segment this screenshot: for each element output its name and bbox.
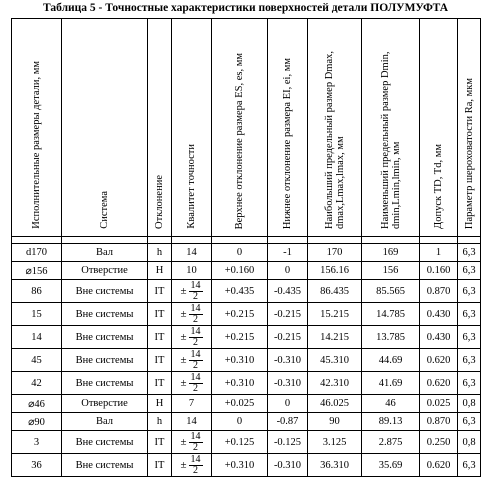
- cell-dev: IT: [148, 372, 172, 395]
- cell-size: ⌀90: [12, 413, 62, 431]
- plus-minus-sign: ±: [180, 354, 187, 366]
- cell-ei: -0.215: [268, 326, 308, 349]
- cell-max: 170: [308, 244, 362, 262]
- cell-es: +0.435: [212, 280, 268, 303]
- header-cell: Исполнительные размеры детали, мм: [12, 19, 62, 237]
- cell-max: 86.435: [308, 280, 362, 303]
- cell-size: 86: [12, 280, 62, 303]
- cell-size: 14: [12, 326, 62, 349]
- cell-max: 15.215: [308, 303, 362, 326]
- cell-system: Вал: [62, 244, 148, 262]
- table-row: [12, 262, 481, 280]
- plus-minus-sign: ±: [180, 436, 187, 448]
- cell-tol: 0.620: [420, 372, 458, 395]
- header-cell: Параметр шероховатости Ra, мкм: [458, 19, 481, 237]
- cell-grade: [172, 431, 212, 454]
- cell-ra: 6,3: [458, 413, 481, 431]
- cell-ei: -0.435: [268, 280, 308, 303]
- cell-system: Вал: [62, 413, 148, 431]
- table-row: [12, 454, 481, 477]
- tolerance-fraction: [180, 455, 202, 476]
- fraction-numerator: 14: [190, 279, 201, 291]
- cell-es: +0.310: [212, 372, 268, 395]
- tolerance-fraction: [180, 327, 202, 348]
- plus-minus-sign: ±: [180, 377, 187, 389]
- cell-grade: [172, 372, 212, 395]
- cell-grade: [172, 454, 212, 477]
- cell-ei: -0.215: [268, 303, 308, 326]
- cell-size: 36: [12, 454, 62, 477]
- cell-max: 36.310: [308, 454, 362, 477]
- cell-system: Отверстие: [62, 395, 148, 413]
- cell-ei: -0.310: [268, 454, 308, 477]
- header-row: [12, 19, 481, 237]
- header-cell: Отклонение: [148, 19, 172, 237]
- cell-ei: -0.87: [268, 413, 308, 431]
- table-title: Таблица 5 - Точностные характеристики поверхностей детали ПОЛУМУФТА: [42, 2, 449, 14]
- fraction-denominator: 2: [193, 336, 199, 348]
- header-cell: Допуск TD, Td, мм: [420, 19, 458, 237]
- cell-grade: [172, 349, 212, 372]
- cell-system: Вне системы: [62, 303, 148, 326]
- cell-system: Вне системы: [62, 349, 148, 372]
- plus-minus-sign: ±: [180, 459, 187, 471]
- cell-grade: [172, 303, 212, 326]
- spacer-cell: [362, 237, 420, 244]
- header-cell: Нижнее отклонение размера EI, ei, мм: [268, 19, 308, 237]
- spacer-cell: [458, 237, 481, 244]
- cell-tol: 0.025: [420, 395, 458, 413]
- cell-max: 90: [308, 413, 362, 431]
- spacer-cell: [420, 237, 458, 244]
- cell-ra: 6,3: [458, 372, 481, 395]
- header-cell: Верхнее отклонение размера ES, es, мм: [212, 19, 268, 237]
- cell-min: 35.69: [362, 454, 420, 477]
- cell-ei: 0: [268, 395, 308, 413]
- table-row: [12, 303, 481, 326]
- cell-system: Вне системы: [62, 326, 148, 349]
- cell-es: +0.310: [212, 454, 268, 477]
- cell-tol: 0.870: [420, 413, 458, 431]
- cell-max: 156.16: [308, 262, 362, 280]
- spacer-cell: [308, 237, 362, 244]
- cell-ra: 6,3: [458, 326, 481, 349]
- cell-dev: IT: [148, 431, 172, 454]
- header-cell: Квалитет точности: [172, 19, 212, 237]
- cell-max: 14.215: [308, 326, 362, 349]
- cell-size: ⌀46: [12, 395, 62, 413]
- tolerance-fraction: [180, 304, 202, 325]
- cell-dev: IT: [148, 326, 172, 349]
- cell-min: 156: [362, 262, 420, 280]
- cell-min: 41.69: [362, 372, 420, 395]
- cell-size: 45: [12, 349, 62, 372]
- cell-tol: 0.250: [420, 431, 458, 454]
- plus-minus-sign: ±: [180, 285, 187, 297]
- cell-es: +0.310: [212, 349, 268, 372]
- cell-system: Отверстие: [62, 262, 148, 280]
- cell-min: 89.13: [362, 413, 420, 431]
- cell-min: 169: [362, 244, 420, 262]
- fraction-denominator: 2: [193, 290, 199, 302]
- cell-ei: -0.125: [268, 431, 308, 454]
- spacer-cell: [212, 237, 268, 244]
- fraction-denominator: 2: [193, 359, 199, 371]
- tolerance-fraction: [180, 373, 202, 394]
- fraction-denominator: 2: [193, 382, 199, 394]
- cell-es: +0.215: [212, 326, 268, 349]
- cell-size: 3: [12, 431, 62, 454]
- header-cell: Наибольший предельный размер Dmax, dmax,Lmax,lmax, мм: [308, 19, 362, 237]
- cell-tol: 0.430: [420, 326, 458, 349]
- cell-dev: h: [148, 413, 172, 431]
- cell-size: d170: [12, 244, 62, 262]
- cell-ra: 6,3: [458, 303, 481, 326]
- table-row: [12, 431, 481, 454]
- cell-size: 15: [12, 303, 62, 326]
- spacer-cell: [148, 237, 172, 244]
- cell-min: 13.785: [362, 326, 420, 349]
- cell-es: +0.025: [212, 395, 268, 413]
- cell-grade: [172, 280, 212, 303]
- fraction-denominator: 2: [193, 464, 199, 476]
- header-cell: Наименьший предельный размер Dmin, dmin,Lmin,lmin, мм: [362, 19, 420, 237]
- table-row: [12, 280, 481, 303]
- table-row: [12, 244, 481, 262]
- cell-ra: 6,3: [458, 349, 481, 372]
- fraction-numerator: 14: [190, 453, 201, 465]
- cell-ra: 6,3: [458, 280, 481, 303]
- cell-min: 2.875: [362, 431, 420, 454]
- spacer-cell: [62, 237, 148, 244]
- cell-tol: 1: [420, 244, 458, 262]
- cell-ra: 0,8: [458, 431, 481, 454]
- cell-es: 0: [212, 413, 268, 431]
- cell-ra: 6,3: [458, 262, 481, 280]
- cell-ei: 0: [268, 262, 308, 280]
- cell-tol: 0.160: [420, 262, 458, 280]
- fraction-numerator: 14: [190, 348, 201, 360]
- cell-system: Вне системы: [62, 454, 148, 477]
- table-row: [12, 326, 481, 349]
- cell-grade: 10: [172, 262, 212, 280]
- fraction-numerator: 14: [190, 325, 201, 337]
- fraction-numerator: 14: [190, 371, 201, 383]
- cell-max: 45.310: [308, 349, 362, 372]
- cell-size: ⌀156: [12, 262, 62, 280]
- cell-system: Вне системы: [62, 372, 148, 395]
- cell-dev: h: [148, 244, 172, 262]
- cell-es: +0.125: [212, 431, 268, 454]
- cell-max: 3.125: [308, 431, 362, 454]
- spacer-cell: [268, 237, 308, 244]
- spacer-row: [12, 237, 481, 244]
- header-cell: Система: [62, 19, 148, 237]
- cell-tol: 0.430: [420, 303, 458, 326]
- cell-ei: -0.310: [268, 349, 308, 372]
- cell-ra: 0,8: [458, 395, 481, 413]
- cell-dev: H: [148, 262, 172, 280]
- cell-size: 42: [12, 372, 62, 395]
- cell-grade: [172, 326, 212, 349]
- table-row: [12, 413, 481, 431]
- cell-dev: H: [148, 395, 172, 413]
- fraction-numerator: 14: [190, 302, 201, 314]
- cell-dev: IT: [148, 303, 172, 326]
- fraction-denominator: 2: [193, 441, 199, 453]
- cell-ei: -1: [268, 244, 308, 262]
- fraction-numerator: 14: [190, 430, 201, 442]
- cell-max: 46.025: [308, 395, 362, 413]
- cell-system: Вне системы: [62, 280, 148, 303]
- cell-grade: 7: [172, 395, 212, 413]
- cell-ra: 6,3: [458, 244, 481, 262]
- cell-tol: 0.620: [420, 454, 458, 477]
- cell-dev: IT: [148, 349, 172, 372]
- cell-ra: 6,3: [458, 454, 481, 477]
- cell-dev: IT: [148, 280, 172, 303]
- precision-table: [11, 18, 481, 477]
- cell-tol: 0.870: [420, 280, 458, 303]
- spacer-cell: [12, 237, 62, 244]
- tolerance-fraction: [180, 350, 202, 371]
- cell-min: 85.565: [362, 280, 420, 303]
- cell-ei: -0.310: [268, 372, 308, 395]
- cell-es: +0.215: [212, 303, 268, 326]
- tolerance-fraction: [180, 432, 202, 453]
- cell-min: 14.785: [362, 303, 420, 326]
- cell-dev: IT: [148, 454, 172, 477]
- cell-min: 46: [362, 395, 420, 413]
- cell-grade: 14: [172, 413, 212, 431]
- table-row: [12, 372, 481, 395]
- cell-tol: 0.620: [420, 349, 458, 372]
- cell-max: 42.310: [308, 372, 362, 395]
- fraction-denominator: 2: [193, 313, 199, 325]
- cell-es: 0: [212, 244, 268, 262]
- tolerance-fraction: [180, 281, 202, 302]
- plus-minus-sign: ±: [180, 308, 187, 320]
- cell-system: Вне системы: [62, 431, 148, 454]
- spacer-cell: [172, 237, 212, 244]
- cell-min: 44.69: [362, 349, 420, 372]
- cell-grade: 14: [172, 244, 212, 262]
- plus-minus-sign: ±: [180, 331, 187, 343]
- table-row: [12, 395, 481, 413]
- cell-es: +0.160: [212, 262, 268, 280]
- table-row: [12, 349, 481, 372]
